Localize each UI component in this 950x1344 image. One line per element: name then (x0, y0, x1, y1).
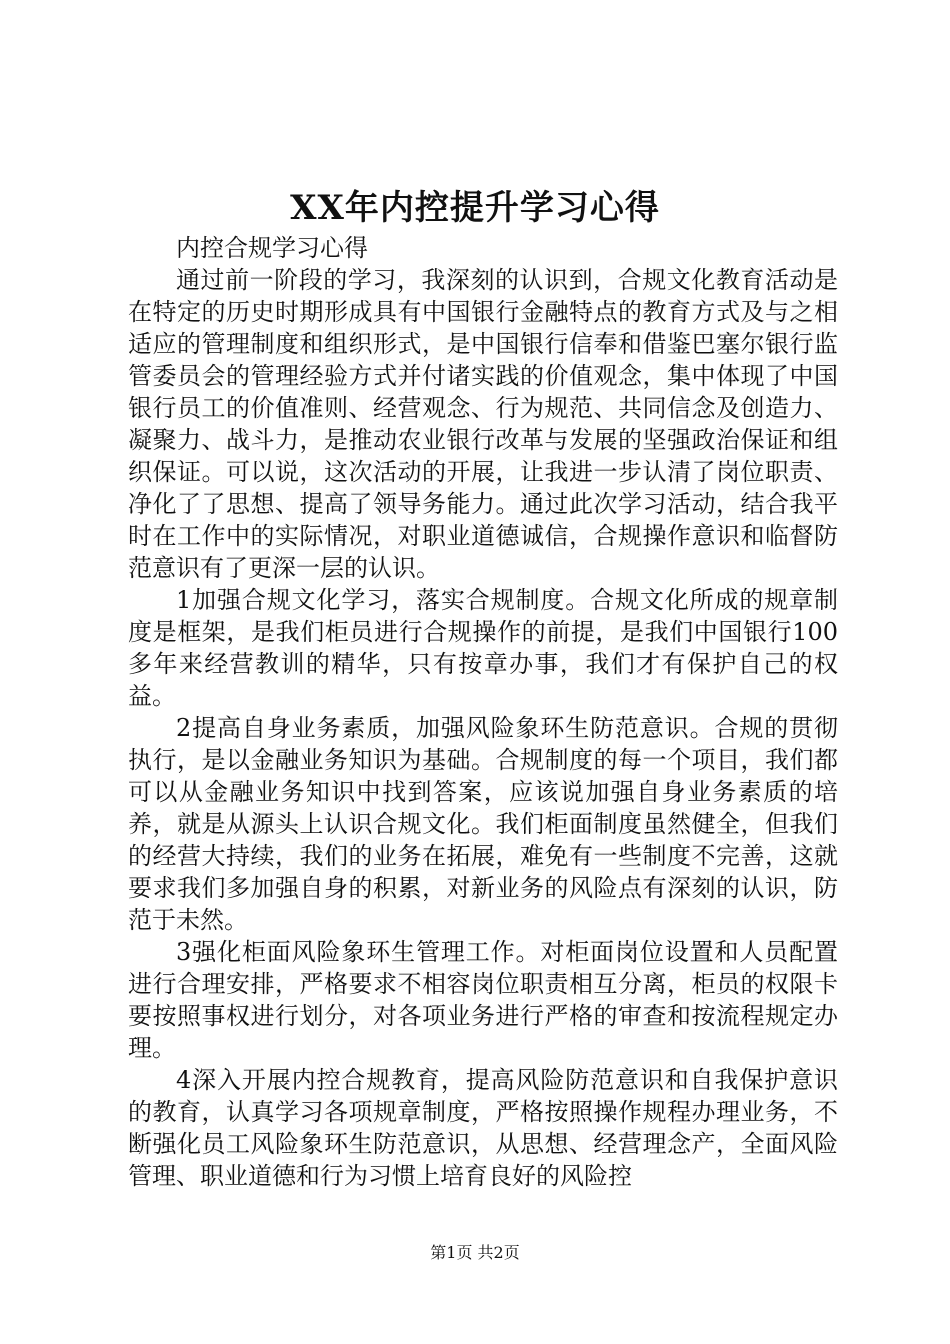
body-paragraph: 2提高自身业务素质，加强风险象环生防范意识。合规的贯彻执行，是以金融业务知识为基础。合规制度的每一个项目，我们都可以从金融业务知识中找到答案，应该说加强自身业务素质的培养，就是从源头上认识合规文化。我们柜面制度虽然健全，但我们的经营大持续，我们的业务在拓展，难免有一些制度不完善，这就要求我们多加强自身的积累，对新业务的风险点有深刻的认识，防范于未然。 (128, 714, 838, 934)
body-paragraph: 通过前一阶段的学习，我深刻的认识到，合规文化教育活动是在特定的历史时期形成具有中国银行金融特点的教育方式及与之相适应的管理制度和组织形式，是中国银行信奉和借鉴巴塞尔银行监管委员会的管理经验方式并付诸实践的价值观念，集中体现了中国银行员工的价值准则、经营观念、行为规范、共同信念及创造力、凝聚力、战斗力，是推动农业银行改革与发展的坚强政治保证和组织保证。可以说，这次活动的开展，让我进一步认清了岗位职责、净化了了思想、提高了领导务能力。通过此次学习活动，结合我平时在工作中的实际情况，对职业道德诚信，合规操作意识和临督防范意识有了更深一层的认识。 (128, 266, 838, 582)
body-paragraph: 3强化柜面风险象环生管理工作。对柜面岗位设置和人员配置进行合理安排，严格要求不相容岗位职责相互分离，柜员的权限卡要按照事权进行划分，对各项业务进行严格的审查和按流程规定办理。 (128, 938, 838, 1062)
body-paragraph: 4深入开展内控合规教育，提高风险防范意识和自我保护意识的教育，认真学习各项规章制度，严格按照操作规程办理业务，不断强化员工风险象环生防范意识，从思想、经营理念产，全面风险管理、职业道德和行为习惯上培育良好的风险控 (128, 1066, 838, 1190)
body-paragraph: 1加强合规文化学习，落实合规制度。合规文化所成的规章制度是框架，是我们柜员进行合规操作的前提，是我们中国银行100多年来经营教训的精华，只有按章办事，我们才有保护自己的权益。 (128, 586, 838, 710)
subtitle-paragraph: 内控合规学习心得 (176, 234, 368, 262)
document-body (128, 232, 838, 1192)
document-title: XX年内控提升学习心得 (290, 188, 660, 228)
page-number: 第1页 共2页 (430, 1243, 520, 1262)
